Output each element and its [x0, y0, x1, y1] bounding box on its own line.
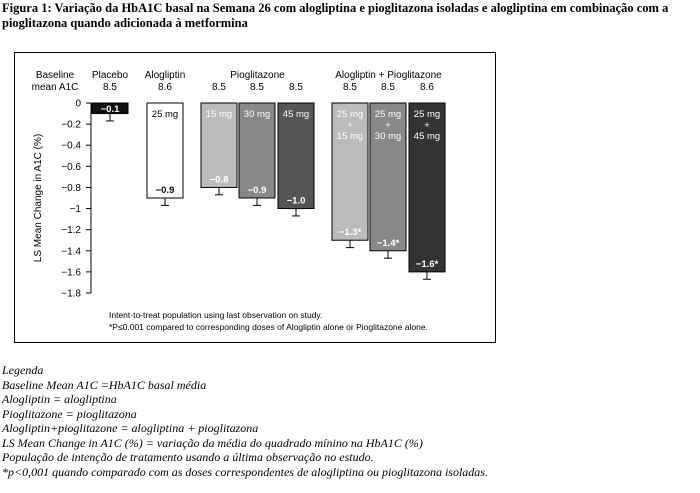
y-tick-label: −0.4 [61, 140, 81, 152]
data-label: −0.9 [155, 185, 175, 196]
baseline-value: 8.6 [420, 82, 434, 93]
y-tick-label: −1.8 [61, 288, 81, 300]
dose-label: + [385, 120, 391, 131]
legend-line: Baseline Mean A1C =HbA1C basal média [2, 377, 207, 392]
chart-footnote: Intent-to-treat population using last observation on study. [109, 310, 323, 320]
y-tick-label: −1 [69, 204, 81, 216]
baseline-value: 8.5 [381, 82, 395, 93]
baseline-value: 8.5 [343, 82, 357, 93]
y-tick-label: −1.4 [61, 246, 81, 258]
dose-label: 25 mg [336, 109, 364, 120]
baseline-header: Baseline [35, 70, 75, 81]
dose-label: + [424, 120, 430, 131]
data-label: −0.8 [209, 174, 229, 186]
legend-line: População de intenção de tratamento usando a última observação no estudo. [2, 450, 374, 464]
group-label: Alogliptin [144, 70, 186, 81]
dose-label: 25 mg [151, 109, 179, 120]
dose-label: 15 mg [336, 131, 364, 142]
legend-line: Alogliptin+pioglitazone = alogliptina + pioglitazona [2, 421, 259, 435]
dose-label: + [347, 120, 353, 131]
baseline-value: 8.5 [103, 82, 117, 93]
data-label: −1.6* [415, 258, 439, 270]
legend-heading: Legenda [2, 363, 44, 377]
bar-chart [15, 53, 497, 344]
y-tick-label: −0.6 [61, 161, 81, 173]
legend-line: Pioglitazone = pioglitazona [2, 406, 137, 421]
legend-block [2, 363, 692, 479]
legend-line: LS Mean Change in A1C (%) = variação da média do quadrado mínino na HbA1C (%) [2, 435, 423, 450]
legend-line: Alogliptin = alogliptina [2, 392, 117, 406]
data-label: −0.9 [247, 185, 267, 196]
dose-label: 25 mg [413, 109, 441, 120]
dose-label: 30 mg [374, 131, 402, 142]
data-label: −1.4* [376, 237, 400, 249]
y-axis-title: LS Mean Change in A1C (%) [33, 133, 44, 263]
baseline-value: 8.5 [289, 82, 303, 93]
baseline-value: 8.5 [212, 82, 226, 93]
y-tick-label: −1.6 [61, 267, 81, 279]
y-tick-label: −0.8 [61, 182, 81, 194]
group-label: Pioglitazone [230, 70, 285, 81]
group-label: Placebo [91, 70, 129, 81]
y-tick-label: 0 [75, 98, 81, 110]
dose-label: 45 mg [282, 109, 310, 120]
chart-frame [14, 52, 496, 343]
baseline-value: 8.6 [158, 82, 172, 93]
group-label: Alogliptin + Pioglitazone [335, 70, 442, 81]
data-label: −1.3* [338, 227, 362, 239]
dose-label: 15 mg [205, 109, 233, 120]
baseline-header: mean A1C [31, 82, 79, 93]
legend-line: *p<0,001 quando comparado com as doses correspondentes de alogliptina ou pioglitazona isoladas. [2, 464, 488, 479]
figure-title: Figura 1: Variação da HbA1C basal na Semana 26 com alogliptina e pioglitazona isoladas e alogliptina em combinação com a pioglitazona quando adicionada à metformina [2, 1, 669, 30]
dose-label: 30 mg [243, 109, 271, 120]
baseline-value: 8.5 [250, 82, 264, 93]
dose-label: 25 mg [374, 109, 402, 120]
chart-footnote: *P≤0.001 compared to corresponding doses of Alogliptin alone or Pioglitazone alone. [109, 322, 428, 332]
dose-label: 45 mg [413, 131, 441, 142]
y-tick-label: −0.2 [61, 119, 81, 131]
y-tick-label: −1.2 [61, 225, 81, 237]
data-label: −0.1 [100, 104, 120, 116]
data-label: −1.0 [286, 195, 306, 207]
